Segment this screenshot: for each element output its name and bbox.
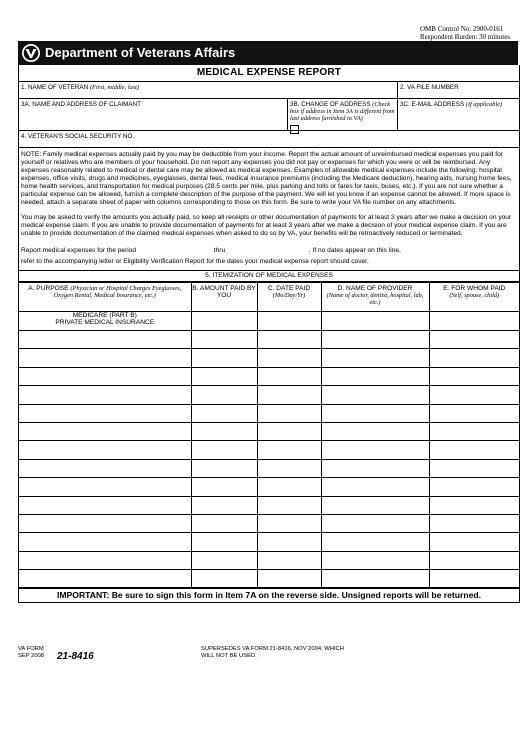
period-reference: refer to the accompanying letter or Eligibility Verification Report for the dates your medical expense report should cover. [21,258,369,265]
date-cell[interactable] [257,496,321,514]
purpose-cell[interactable] [19,367,191,385]
expense-table [19,282,519,588]
omb-info [420,25,526,41]
change-of-address-hint: (Check box if address in Item 3A is different from last address furnished to VA) [290,101,395,122]
table-row [19,478,519,496]
for-whom-cell[interactable] [429,441,519,459]
amount-cell[interactable] [191,422,257,440]
for-whom-cell[interactable] [429,349,519,367]
va-file-number-label: 2. VA FILE NUMBER [400,84,459,91]
provider-cell[interactable] [321,331,429,349]
email-address-field[interactable] [397,99,519,130]
period-thru-label: thru [213,247,226,254]
col-provider-header: D. NAME OF PROVIDER (Name of doctor, dentist, hospital, lab, etc.) [321,283,429,312]
section-5-title: 5. ITEMIZATION OF MEDICAL EXPENSES [19,270,519,282]
supersedes-note: SUPERSEDES VA FORM 21-8416, NOV 2004, WHICH WILL NOT BE USED. [201,646,344,659]
date-cell[interactable] [257,367,321,385]
date-cell[interactable] [257,312,321,331]
provider-cell[interactable] [321,478,429,496]
row-ssn [19,131,519,148]
report-period-line [19,247,519,255]
for-whom-cell[interactable] [429,404,519,422]
agency-header-bar [18,41,518,65]
instructions [19,148,519,247]
row-name-file [19,82,519,99]
purpose-cell[interactable] [19,570,191,588]
for-whom-cell[interactable] [429,312,519,331]
table-row [19,349,519,367]
date-cell[interactable] [257,386,321,404]
provider-cell[interactable] [321,367,429,385]
email-address-label: 3C. E-MAIL ADDRESS [400,101,465,108]
table-row [19,570,519,588]
for-whom-cell[interactable] [429,570,519,588]
date-cell[interactable] [257,514,321,532]
table-row [19,367,519,385]
purpose-cell[interactable] [19,496,191,514]
for-whom-cell[interactable] [429,533,519,551]
provider-cell[interactable] [321,459,429,477]
important-notice: IMPORTANT: Be sure to sign this form in Item 7A on the reverse side. Unsigned reports will be returned. [19,588,519,603]
amount-cell[interactable] [191,404,257,422]
change-of-address-label: 3B. CHANGE OF ADDRESS [290,101,371,108]
date-cell[interactable] [257,331,321,349]
date-cell[interactable] [257,349,321,367]
purpose-cell[interactable]: MEDICARE (PART B) PRIVATE MEDICAL INSURANCE [19,312,191,331]
amount-cell[interactable] [191,551,257,569]
table-row [19,331,519,349]
date-cell[interactable] [257,570,321,588]
respondent-burden: Respondent Burden: 30 minutes [420,33,511,41]
provider-cell[interactable] [321,441,429,459]
provider-cell[interactable] [321,386,429,404]
amount-cell[interactable] [191,496,257,514]
for-whom-cell[interactable] [429,459,519,477]
form-number: 21-8416 [57,651,94,662]
purpose-cell[interactable] [19,441,191,459]
agency-name: Department of Veterans Affairs [45,45,236,60]
purpose-cell[interactable] [19,349,191,367]
veteran-name-field[interactable] [19,82,397,98]
for-whom-cell[interactable] [429,367,519,385]
amount-cell[interactable] [191,533,257,551]
amount-cell[interactable] [191,514,257,532]
amount-cell[interactable] [191,312,257,331]
for-whom-cell[interactable] [429,551,519,569]
period-note: . If no dates appear on this line, [308,247,401,254]
amount-cell[interactable] [191,441,257,459]
table-row [19,386,519,404]
date-cell[interactable] [257,459,321,477]
form-title: MEDICAL EXPENSE REPORT [19,65,519,82]
veteran-name-hint: (First, middle, last) [89,84,139,91]
expense-table-header [19,283,519,312]
amount-cell[interactable] [191,331,257,349]
omb-control-number: OMB Control No. 2900-0161 [420,25,504,33]
claimant-address-label: 3A. NAME AND ADDRESS OF CLAIMANT [21,101,142,108]
period-label: Report medical expenses for the period [21,247,137,254]
table-row [19,496,519,514]
va-form-label: VA FORM [18,646,44,652]
purpose-cell[interactable] [19,422,191,440]
note-paragraph: NOTE: Family medical expenses actually paid by you may be deductible from your income. Report the actual amount of unreimbursed medical expenses you paid for yourself or relatives who are members of your household. Do not report any expenses you did not pay or expenses for which you were or will be reimbursed. Any expenses reasonably related to medical or dental care may be allowed as medical expenses. Examples of allowable medical expenses include the following: hospital expenses, office visits, drugs and medicines, eyeglasses, dental fees, medical insurance premiums (including the Medicare deduction), hearing aids, nursing home fees, home health services, and transportation for medical purposes (28.5 cents per mile, plus parking and tolls or fares for taxis, buses, etc.). If you are not sure whether a particular expense can be allowed, furnish a complete description of the purpose of the payment. We will let you know if an expense cannot be allowed. If more space is needed, attach a separate sheet of paper with columns corresponding to those on this form. Be sure to write your VA file number on any attachments. [21,151,512,206]
for-whom-cell[interactable] [429,331,519,349]
veteran-name-label: 1. NAME OF VETERAN [21,84,89,91]
form-date: SEP 2008 [18,652,45,659]
for-whom-cell[interactable] [429,478,519,496]
for-whom-cell[interactable] [429,422,519,440]
col-purpose-header: A. PURPOSE (Physician or Hospital Charges Eyeglasses, Oxygen Rental, Medical Insurance, etc.) [19,283,191,312]
email-address-hint: (If applicable) [465,101,503,108]
amount-cell[interactable] [191,386,257,404]
table-row [19,514,519,532]
table-row [19,459,519,477]
amount-cell[interactable] [191,478,257,496]
col-date-header: C. DATE PAID (Mo/Day/Yr) [257,283,321,312]
provider-cell[interactable] [321,422,429,440]
amount-cell[interactable] [191,459,257,477]
purpose-cell[interactable] [19,478,191,496]
provider-cell[interactable] [321,496,429,514]
date-cell[interactable] [257,551,321,569]
date-cell[interactable] [257,404,321,422]
ssn-field[interactable] [19,131,519,147]
change-of-address-field [287,99,397,130]
table-row [19,422,519,440]
provider-cell[interactable] [321,514,429,532]
amount-cell[interactable] [191,570,257,588]
ssn-label: 4. VETERAN'S SOCIAL SECURITY NO. [21,133,135,140]
table-row [19,533,519,551]
provider-cell[interactable] [321,312,429,331]
for-whom-cell[interactable] [429,514,519,532]
date-cell[interactable] [257,478,321,496]
verification-paragraph: You may be asked to verify the amounts you actually paid, so keep all receipts or other documentation of payments for at least 3 years after we make a decision on your medical expense claim. If you are unable to provide documentation of payments for at least 3 years after we make a decision of your medical expense claim. If you are unable to provide documentation of the claimed medical expenses when asked to do so by VA, your benefits will be retroactively reduced or terminated. [21,214,512,237]
provider-cell[interactable] [321,551,429,569]
purpose-cell[interactable] [19,459,191,477]
amount-cell[interactable] [191,367,257,385]
date-cell[interactable] [257,422,321,440]
table-row [19,312,519,331]
purpose-cell[interactable] [19,514,191,532]
table-row [19,551,519,569]
medical-expense-form [18,65,520,603]
purpose-cell[interactable] [19,331,191,349]
provider-cell[interactable] [321,533,429,551]
form-id [18,646,44,659]
table-row [19,404,519,422]
purpose-cell[interactable] [19,386,191,404]
purpose-cell[interactable] [19,404,191,422]
for-whom-cell[interactable] [429,386,519,404]
for-whom-cell[interactable] [429,496,519,514]
purpose-cell[interactable] [19,551,191,569]
purpose-cell[interactable] [19,533,191,551]
col-for-whom-header: E. FOR WHOM PAID (Self, spouse, child) [429,283,519,312]
date-cell[interactable] [257,533,321,551]
provider-cell[interactable] [321,570,429,588]
va-seal-icon [21,43,41,63]
provider-cell[interactable] [321,404,429,422]
table-row [19,441,519,459]
date-cell[interactable] [257,441,321,459]
col-amount-header: B. AMOUNT PAID BY YOU [191,283,257,312]
amount-cell[interactable] [191,349,257,367]
claimant-address-field[interactable] [19,99,287,130]
row-claimant [19,99,519,131]
provider-cell[interactable] [321,349,429,367]
va-file-number-field[interactable] [397,82,519,98]
